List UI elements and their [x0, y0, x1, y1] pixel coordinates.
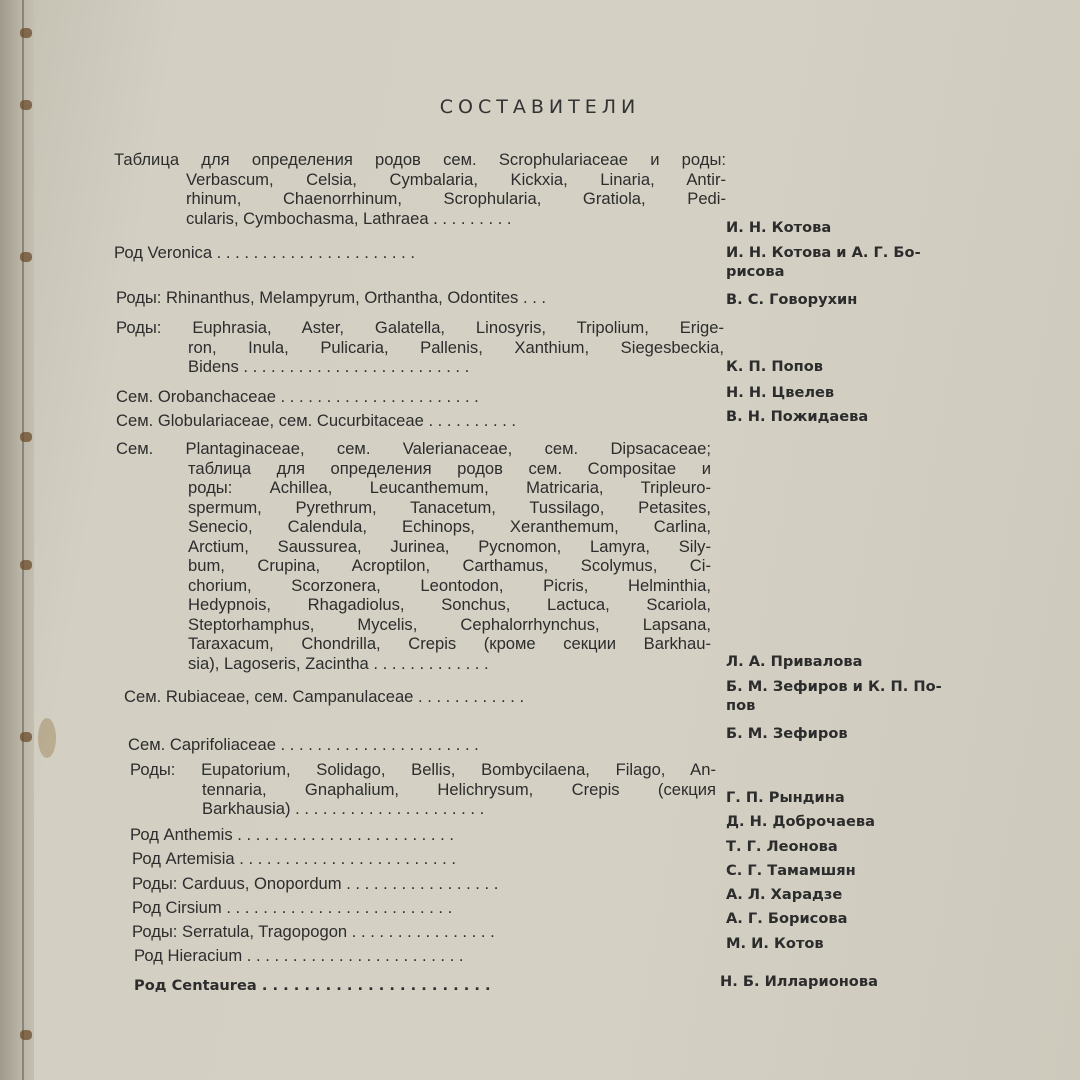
entry-author: [726, 652, 862, 671]
entry-subject: [132, 898, 716, 918]
entry-author-line: А. Л. Харадзе: [726, 886, 843, 903]
entry-subject-line: Hedypnois, Rhagadiolus, Sonchus, Lactuca, Scariola,: [188, 595, 711, 614]
entry-subject-line: Bidens . . . . . . . . . . . . . . . . . . . . . . . . .: [188, 357, 470, 376]
binding-stitch: [20, 252, 32, 262]
entry-subject-line: Сем. Orobanchaceae . . . . . . . . . . . . . . . . . . . . . .: [116, 387, 479, 406]
entry-subject-line: Род Artemisia . . . . . . . . . . . . . . . . . . . . . . . .: [132, 849, 456, 868]
entry-subject-line: Роды: Serratula, Tragopogon . . . . . . . . . . . . . . . .: [132, 922, 495, 941]
entry-author-line: В. С. Говорухин: [726, 291, 858, 308]
entry-author-line: А. Г. Борисова: [726, 910, 848, 927]
entry-subject: [132, 922, 716, 942]
entry-author: [726, 407, 868, 426]
entry-author-line: И. Н. Котова: [726, 219, 832, 236]
entry-subject: [134, 976, 718, 996]
entry-subject: [132, 874, 716, 894]
entry-subject-line: rhinum, Chaenorrhinum, Scrophularia, Gratiola, Pedi-: [186, 189, 726, 208]
entry-author: [726, 909, 847, 928]
entry-subject-line: Роды: Carduus, Onopordum . . . . . . . . . . . . . . . . .: [132, 874, 499, 893]
entry-subject-line: Род Veronica . . . . . . . . . . . . . . . . . . . . . .: [114, 243, 415, 262]
entry-author: [726, 934, 824, 953]
entry-subject: [128, 735, 716, 755]
entry-subject-line: Verbascum, Celsia, Cymbalaria, Kickxia, Linaria, Antir-: [186, 169, 726, 189]
entry-subject-line: Barkhausia) . . . . . . . . . . . . . . . . . . . . .: [202, 799, 485, 818]
entry-author-line: Д. Н. Доброчаева: [726, 813, 875, 830]
entry-author-line: В. Н. Пожидаева: [726, 408, 869, 425]
entry-subject-line: Таблица для определения родов сем. Scrophulariaceae и роды:: [114, 150, 726, 169]
entry-author: [726, 812, 875, 831]
entry-author-line: И. Н. Котова и А. Г. Бо-: [726, 244, 921, 261]
entry-author: [720, 972, 878, 991]
entry-author: [726, 383, 834, 402]
entry-author: [726, 885, 842, 904]
entry-subject-line: Род Anthemis . . . . . . . . . . . . . . . . . . . . . . . .: [130, 825, 454, 844]
entry-author: [726, 218, 831, 237]
entry-author-line: М. И. Котов: [726, 935, 824, 952]
entry-subject-line: Steptorhamphus, Mycelis, Cephalorrhynchus, Lapsana,: [188, 614, 711, 634]
entry-author-line: Б. М. Зефиров: [726, 725, 848, 742]
entry-subject-line: chorium, Scorzonera, Leontodon, Picris, Helminthia,: [188, 575, 711, 595]
entry-author-line: С. Г. Тамамшян: [726, 862, 856, 879]
entry-subject-line: sia), Lagoseris, Zacintha . . . . . . . . . . . . .: [188, 653, 489, 673]
entry-subject-line: таблица для определения родов сем. Compositae и: [188, 458, 711, 478]
binding-stitch: [20, 432, 32, 442]
entry-subject-line: Род Hieracium . . . . . . . . . . . . . . . . . . . . . . . .: [134, 946, 464, 965]
entry-subject-line: ron, Inula, Pulicaria, Pallenis, Xanthium, Siegesbeckia,: [188, 337, 724, 357]
entry-author-line: К. П. Попов: [726, 358, 823, 375]
entry-subject-line: Arctium, Saussurea, Jurinea, Pycnomon, Lamyra, Sily-: [188, 536, 711, 556]
entry-subject: [116, 318, 724, 377]
entry-subject-line: bum, Crupina, Acroptilon, Carthamus, Scolymus, Ci-: [188, 556, 711, 575]
entry-subject-line: Род Centaurea . . . . . . . . . . . . . . . . . . . . . .: [134, 977, 491, 994]
entry-subject: [130, 825, 716, 845]
entry-subject-line: Роды: Eupatorium, Solidago, Bellis, Bombycilaena, Filago, An-: [130, 760, 716, 779]
entry-subject-line: Сем. Globulariaceae, сем. Cucurbitaceae . . . . . . . . . .: [116, 411, 517, 430]
entry-subject: [116, 411, 716, 431]
entry-subject-line: Сем. Caprifoliaceae . . . . . . . . . . . . . . . . . . . . . .: [128, 735, 479, 754]
entry-subject-line: cularis, Cymbochasma, Lathraea . . . . . . . . .: [186, 208, 512, 228]
page-title: СОСТАВИТЕЛИ: [439, 96, 641, 118]
entry-subject-line: Senecio, Calendula, Echinops, Xeranthemum, Carlina,: [188, 517, 711, 536]
binding-stitch: [20, 560, 32, 570]
book-gutter: [0, 0, 34, 1080]
entry-subject: [132, 849, 716, 869]
entry-author-line: Т. Г. Леонова: [726, 838, 838, 855]
entry-author-line: пов: [726, 697, 756, 714]
entry-author: [726, 290, 857, 309]
entry-author-line: рисова: [726, 263, 785, 280]
entry-author: [726, 243, 921, 281]
entry-subject: [130, 760, 716, 819]
entry-author: [726, 788, 845, 807]
entry-subject-line: tennaria, Gnaphalium, Helichrysum, Crepis (секция: [202, 779, 716, 799]
binding-edge: [22, 0, 24, 1080]
entry-author-line: Б. М. Зефиров и К. П. По-: [726, 678, 942, 695]
entry-subject: [116, 288, 716, 308]
binding-stitch: [20, 1030, 32, 1040]
entry-author-line: Г. П. Рындина: [726, 789, 845, 806]
binding-stitch: [20, 28, 32, 38]
entry-subject: [124, 687, 714, 707]
entry-author: [726, 837, 838, 856]
entry-subject-line: Taraxacum, Chondrilla, Crepis (кроме секции Barkhau-: [188, 634, 711, 653]
entry-subject: [116, 387, 716, 407]
entry-author: [726, 677, 942, 715]
entry-subject-line: Роды: Rhinanthus, Melampyrum, Orthantha, Odontites . . .: [116, 288, 547, 307]
entry-subject: [134, 946, 718, 966]
entry-author: [726, 861, 856, 880]
paper-stain: [38, 718, 56, 758]
entry-subject-line: Род Cirsium . . . . . . . . . . . . . . . . . . . . . . . . .: [132, 898, 453, 917]
entry-author: [726, 724, 848, 743]
entry-subject-line: Сем. Rubiaceae, сем. Campanulaceae . . . . . . . . . . . .: [124, 687, 525, 706]
entry-subject-line: роды: Achillea, Leucanthemum, Matricaria, Tripleuro-: [188, 478, 711, 497]
entry-subject-line: spermum, Pyrethrum, Tanacetum, Tussilago, Petasites,: [188, 497, 711, 517]
entry-subject-line: Сем. Plantaginaceae, сем. Valerianaceae, сем. Dipsacaceae;: [116, 439, 711, 458]
entry-subject: [114, 243, 726, 263]
entry-subject-line: Роды: Euphrasia, Aster, Galatella, Linosyris, Tripolium, Erige-: [116, 318, 724, 337]
entry-author-line: Н. Н. Цвелев: [726, 384, 835, 401]
binding-stitch: [20, 732, 32, 742]
entry-author: [726, 357, 823, 376]
entry-author-line: Л. А. Привалова: [726, 653, 863, 670]
entry-subject: [116, 439, 711, 673]
entry-subject: [114, 150, 726, 228]
entry-author-line: Н. Б. Илларионова: [720, 973, 878, 990]
